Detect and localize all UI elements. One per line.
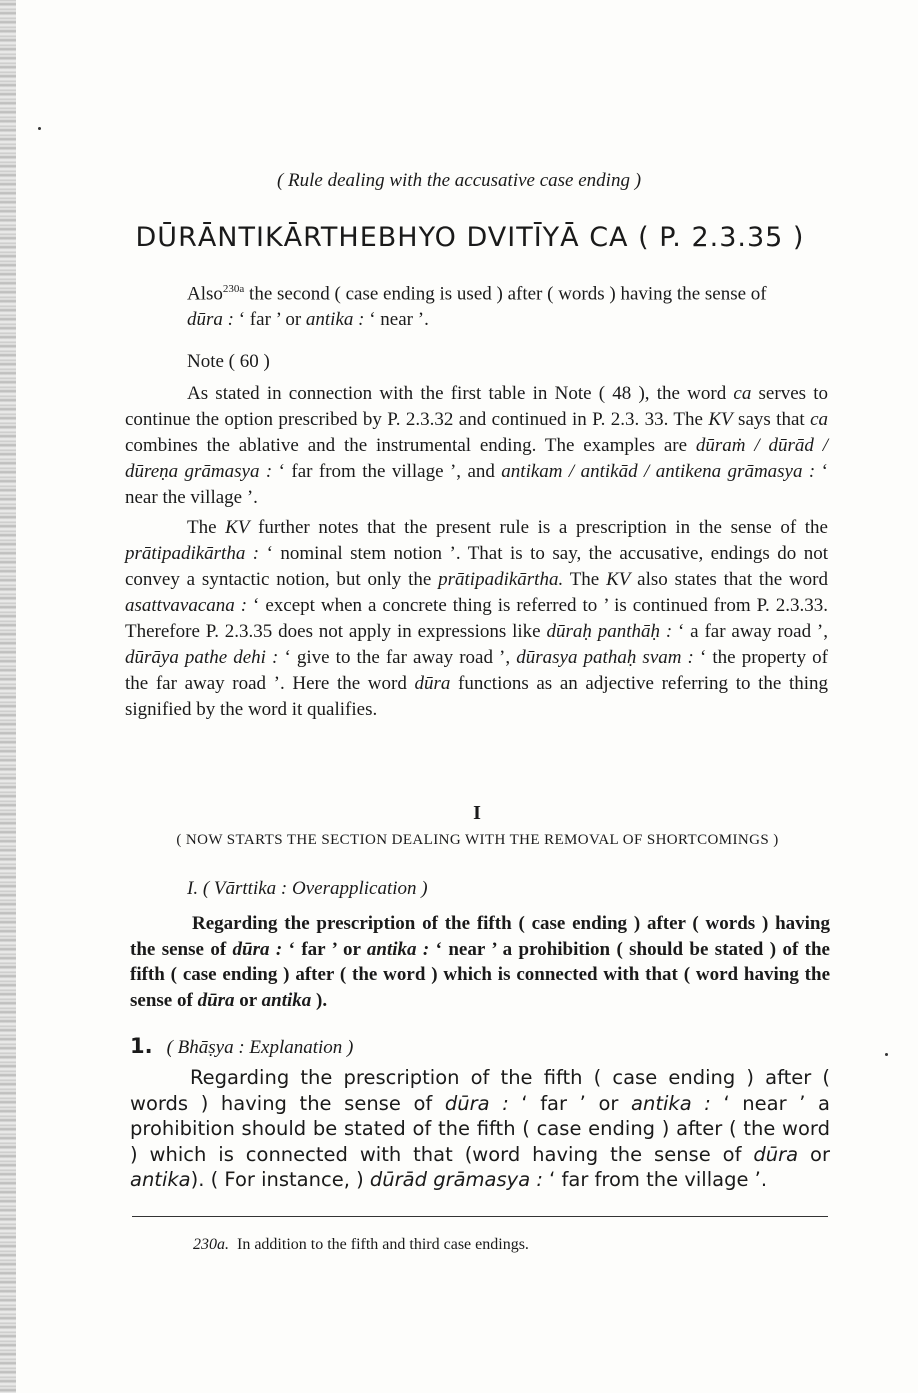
varttika-label: I. ( Vārttika : Overapplication ) xyxy=(187,878,428,899)
sutra-title: DŪRĀNTIKĀRTHEBHYO DVITĪYĀ CA ( P. 2.3.35 ) xyxy=(135,222,805,253)
section-numeral: I xyxy=(473,802,481,824)
footnote: 230a. In addition to the fifth and third case endings. xyxy=(193,1236,529,1253)
rule-caption: ( Rule dealing with the accusative case ending ) xyxy=(276,170,642,191)
bhasya-label: 1. ( Bhāṣya : Explanation ) xyxy=(130,1034,354,1058)
footnote-marker: 230a. xyxy=(193,1236,229,1253)
bhasya-text: Regarding the prescription of the fifth ( case ending ) after ( words ) having the sense of dūra : ‘ far ’ or antika : ‘ near ’ a prohibition should be stated of the fifth ( case ending ) after ( the word ) which is connected with that (word having the sense of dūra or antika). ( For instance, ) dūrād grāmasya : ‘ far from the village ’. xyxy=(130,1066,830,1191)
bhasya-number: 1. xyxy=(130,1034,153,1058)
sutra-translation: Also$^{230a}$ the second ( case ending is used ) after ( words ) having the sense of dūra : ‘ far ’ or antika : ‘ near ’. xyxy=(187,283,767,331)
note-label: Note ( 60 ) xyxy=(187,351,270,372)
note-paragraph-1: As stated in connection with the first table in Note ( 48 ), the word ca serves to continue the option prescribed by P. 2.3.32 and continued in P. 2.3. 33. The KV says that ca combines the ablative and the instrumental ending. The examples are dūraṁ / dūrād / dūreṇa grāmasya : ‘ far from the village ’, and antikam / antikād / antikena grāmasya : ‘ near the village ’. xyxy=(125,383,828,508)
footnote-divider xyxy=(132,1216,828,1217)
note-paragraph-2: The KV further notes that the present rule is a prescription in the sense of the prātipadikārtha : ‘ nominal stem notion ’. That is to say, the accusative, endings do not convey a syntactic notion, but only the prātipadikārtha. The KV also states that the word asattvavacana : ‘ except when a concrete thing is referred to ’ is continued from P. 2.3.33. Therefore P. 2.3.35 does not apply in expressions like dūraḥ panthāḥ : ‘ a far away road ’, dūrāya pathe dehi : ‘ give to the far away road ’, dūrasya pathaḥ svam : ‘ the property of the far away road ’. Here the word dūra functions as an adjective referring to the thing signified by the word it qualifies. xyxy=(125,517,829,720)
page-spine-shadow xyxy=(0,0,16,1393)
varttika-text: Regarding the prescription of the fifth ( case ending ) after ( words ) having the sense of dūra : ‘ far ’ or antika : ‘ near ’ a prohibition ( should be stated ) of the fifth ( case ending ) after ( the word ) which is connected with that ( word having the sense of dūra or antika ). xyxy=(130,913,830,1011)
section-heading: ( NOW STARTS THE SECTION DEALING WITH THE REMOVAL OF SHORTCOMINGS ) xyxy=(176,832,779,848)
footnote-ref[interactable]: 230a xyxy=(222,283,245,295)
speck-mark xyxy=(885,1053,888,1056)
speck-mark xyxy=(38,127,41,130)
